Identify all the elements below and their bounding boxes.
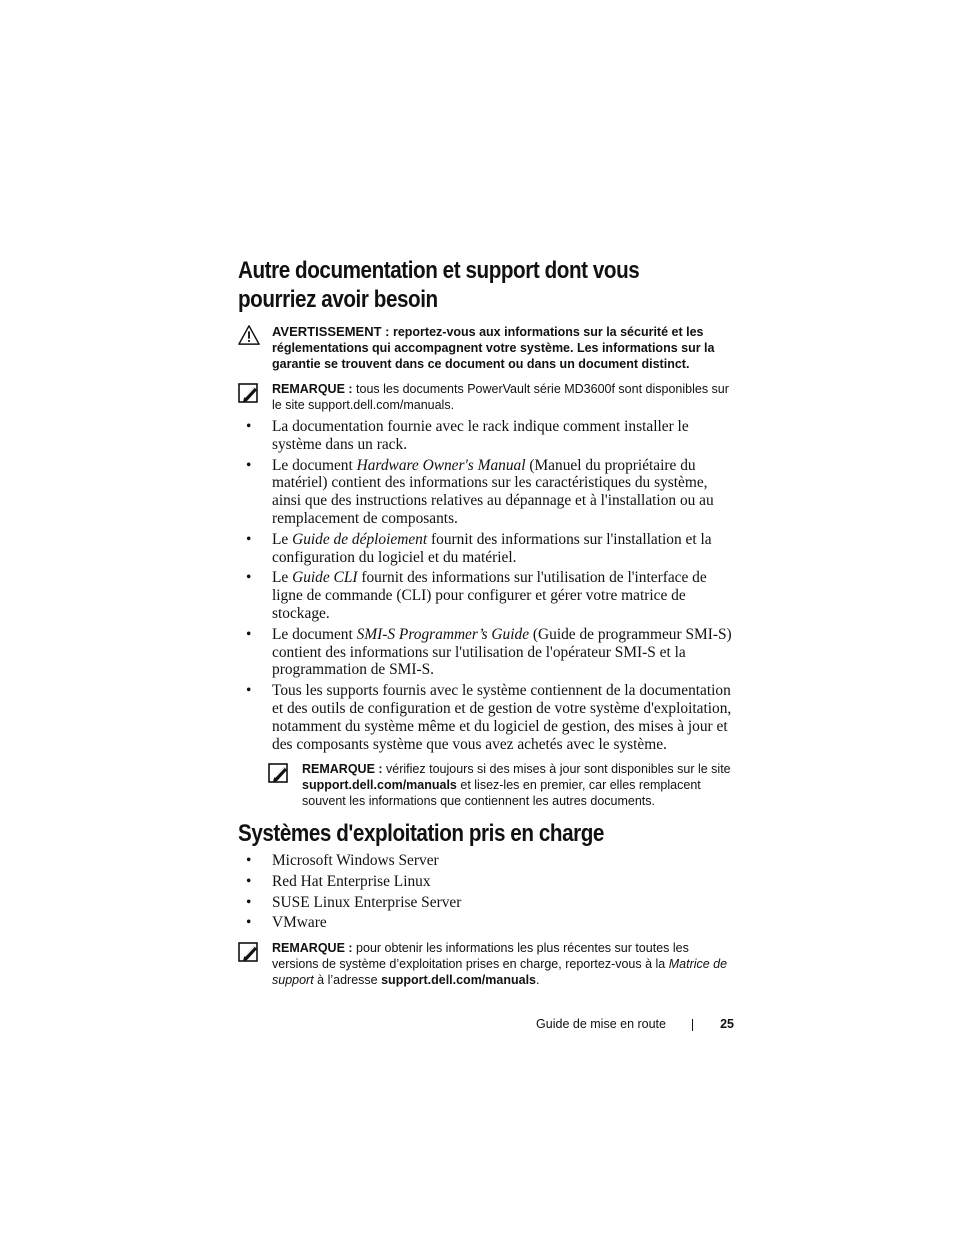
note-body: tous les documents PowerVault série MD3600f sont disponibles sur le site	[272, 382, 729, 412]
list-item	[238, 457, 738, 528]
note-body-end: .	[536, 973, 540, 987]
note-label: REMARQUE :	[272, 382, 353, 396]
item-text: (Manuel du propriétaire du matériel) contient des informations sur les caractéristiques du système, ainsi que des instructions relatives au dépannage et à l'installation ou au remplacement de composants.	[272, 456, 714, 527]
note-pencil-icon	[238, 383, 260, 405]
item-text: Le document	[272, 456, 357, 474]
bullet: •	[246, 569, 252, 587]
list-item	[238, 418, 738, 454]
item-title: Guide CLI	[292, 569, 358, 587]
page-footer	[500, 1015, 736, 1035]
note-updates-text	[302, 761, 738, 809]
note-doc-title: Matrice de support	[272, 957, 728, 987]
note-body: vérifiez toujours si des mises à jour sont disponibles sur le site	[382, 762, 731, 776]
item-text: Tous les supports fournis avec le système contiennent de la documentation et des outils de configuration et de gestion de votre système d'exploitation, notamment du système même et du logiciel de gestion, des mises à jour et des composants système que vous avez achetés avec le système.	[272, 682, 732, 753]
note-body: pour obtenir les informations les plus récentes sur toutes les versions de système d’exploitation prises en charge, reportez-vous à la	[272, 941, 689, 971]
warning-notice	[238, 324, 738, 372]
os-list	[238, 852, 738, 935]
item-text: Microsoft Windows Server	[272, 852, 439, 869]
item-text: La documentation fournie avec le rack indique comment installer le système dans un rack.	[272, 418, 689, 453]
item-text: Le document	[272, 625, 357, 643]
page-number: 25	[720, 1017, 734, 1031]
warning-body: reportez-vous aux informations sur la sécurité et les réglementations qui accompagnent votre système. Les informations sur la garantie se trouvent dans ce document ou dans un document distinct.	[272, 325, 715, 371]
item-text: Red Hat Enterprise Linux	[272, 872, 431, 890]
support-link[interactable]: support.dell.com/manuals	[308, 398, 451, 412]
bullet: •	[246, 625, 252, 643]
note-pencil-icon	[238, 942, 260, 964]
footer-separator	[692, 1019, 693, 1031]
list-item	[238, 894, 738, 912]
section-title-documentation	[238, 256, 737, 314]
bullet: •	[246, 872, 252, 890]
item-text: VMware	[272, 914, 327, 932]
support-link[interactable]: support.dell.com/manuals	[381, 973, 536, 987]
bullet: •	[246, 893, 252, 911]
item-text: fournit des informations sur l'utilisation de l'interface de ligne de commande (CLI) pour configurer et gérer votre matrice de stockage.	[272, 569, 707, 622]
documentation-list	[238, 418, 738, 756]
list-item	[238, 852, 738, 870]
list-item	[238, 914, 738, 932]
footer-title: Guide de mise en route	[536, 1017, 666, 1031]
note-pencil-icon	[268, 763, 290, 785]
note-label: REMARQUE :	[272, 941, 353, 955]
note-body-mid: à l’adresse	[313, 973, 382, 987]
warning-label: AVERTISSEMENT :	[272, 324, 390, 339]
note-os-matrix-text	[272, 940, 738, 988]
item-title: SMI-S Programmer’s Guide	[356, 625, 530, 643]
list-item	[238, 682, 738, 753]
note-updates	[268, 761, 738, 809]
bullet: •	[246, 530, 252, 548]
item-text: (Guide de programmeur SMI-S) contient des informations sur l'utilisation de l'opérateur SMI-S et la programmation de SMI-S.	[272, 625, 732, 679]
item-text: Le	[272, 530, 293, 548]
bullet: •	[246, 418, 252, 435]
warning-triangle-icon	[238, 324, 260, 346]
bullet: •	[246, 914, 252, 932]
note-documents-text	[272, 381, 738, 413]
list-item	[238, 531, 738, 567]
bullet: •	[246, 456, 252, 474]
note-documents	[238, 381, 738, 413]
support-link[interactable]: support.dell.com/manuals	[302, 778, 457, 792]
section-title-supported-os: Systèmes d'exploitation pris en charge	[238, 820, 604, 847]
note-label: REMARQUE :	[302, 762, 383, 776]
list-item	[238, 569, 738, 622]
note-os-matrix	[238, 940, 738, 988]
section-title-line-2: pourriez avoir besoin	[238, 286, 438, 313]
item-title: Hardware Owner's Manual	[356, 456, 526, 474]
bullet: •	[246, 682, 252, 700]
item-text: Le	[272, 569, 293, 587]
item-title: Guide de déploiement	[292, 530, 428, 548]
list-item	[238, 626, 738, 679]
item-text: SUSE Linux Enterprise Server	[272, 893, 462, 911]
note-body-end: .	[450, 398, 455, 412]
warning-text	[272, 324, 738, 372]
note-body-end: et lisez-les en premier, car elles remplacent souvent les informations que contiennent les autres documents.	[302, 778, 701, 808]
section-title-line-1: Autre documentation et support dont vous	[238, 257, 640, 284]
bullet: •	[246, 852, 252, 869]
item-text: fournit des informations sur l'installation et la configuration du logiciel et du matériel.	[272, 530, 712, 566]
list-item	[238, 873, 738, 891]
